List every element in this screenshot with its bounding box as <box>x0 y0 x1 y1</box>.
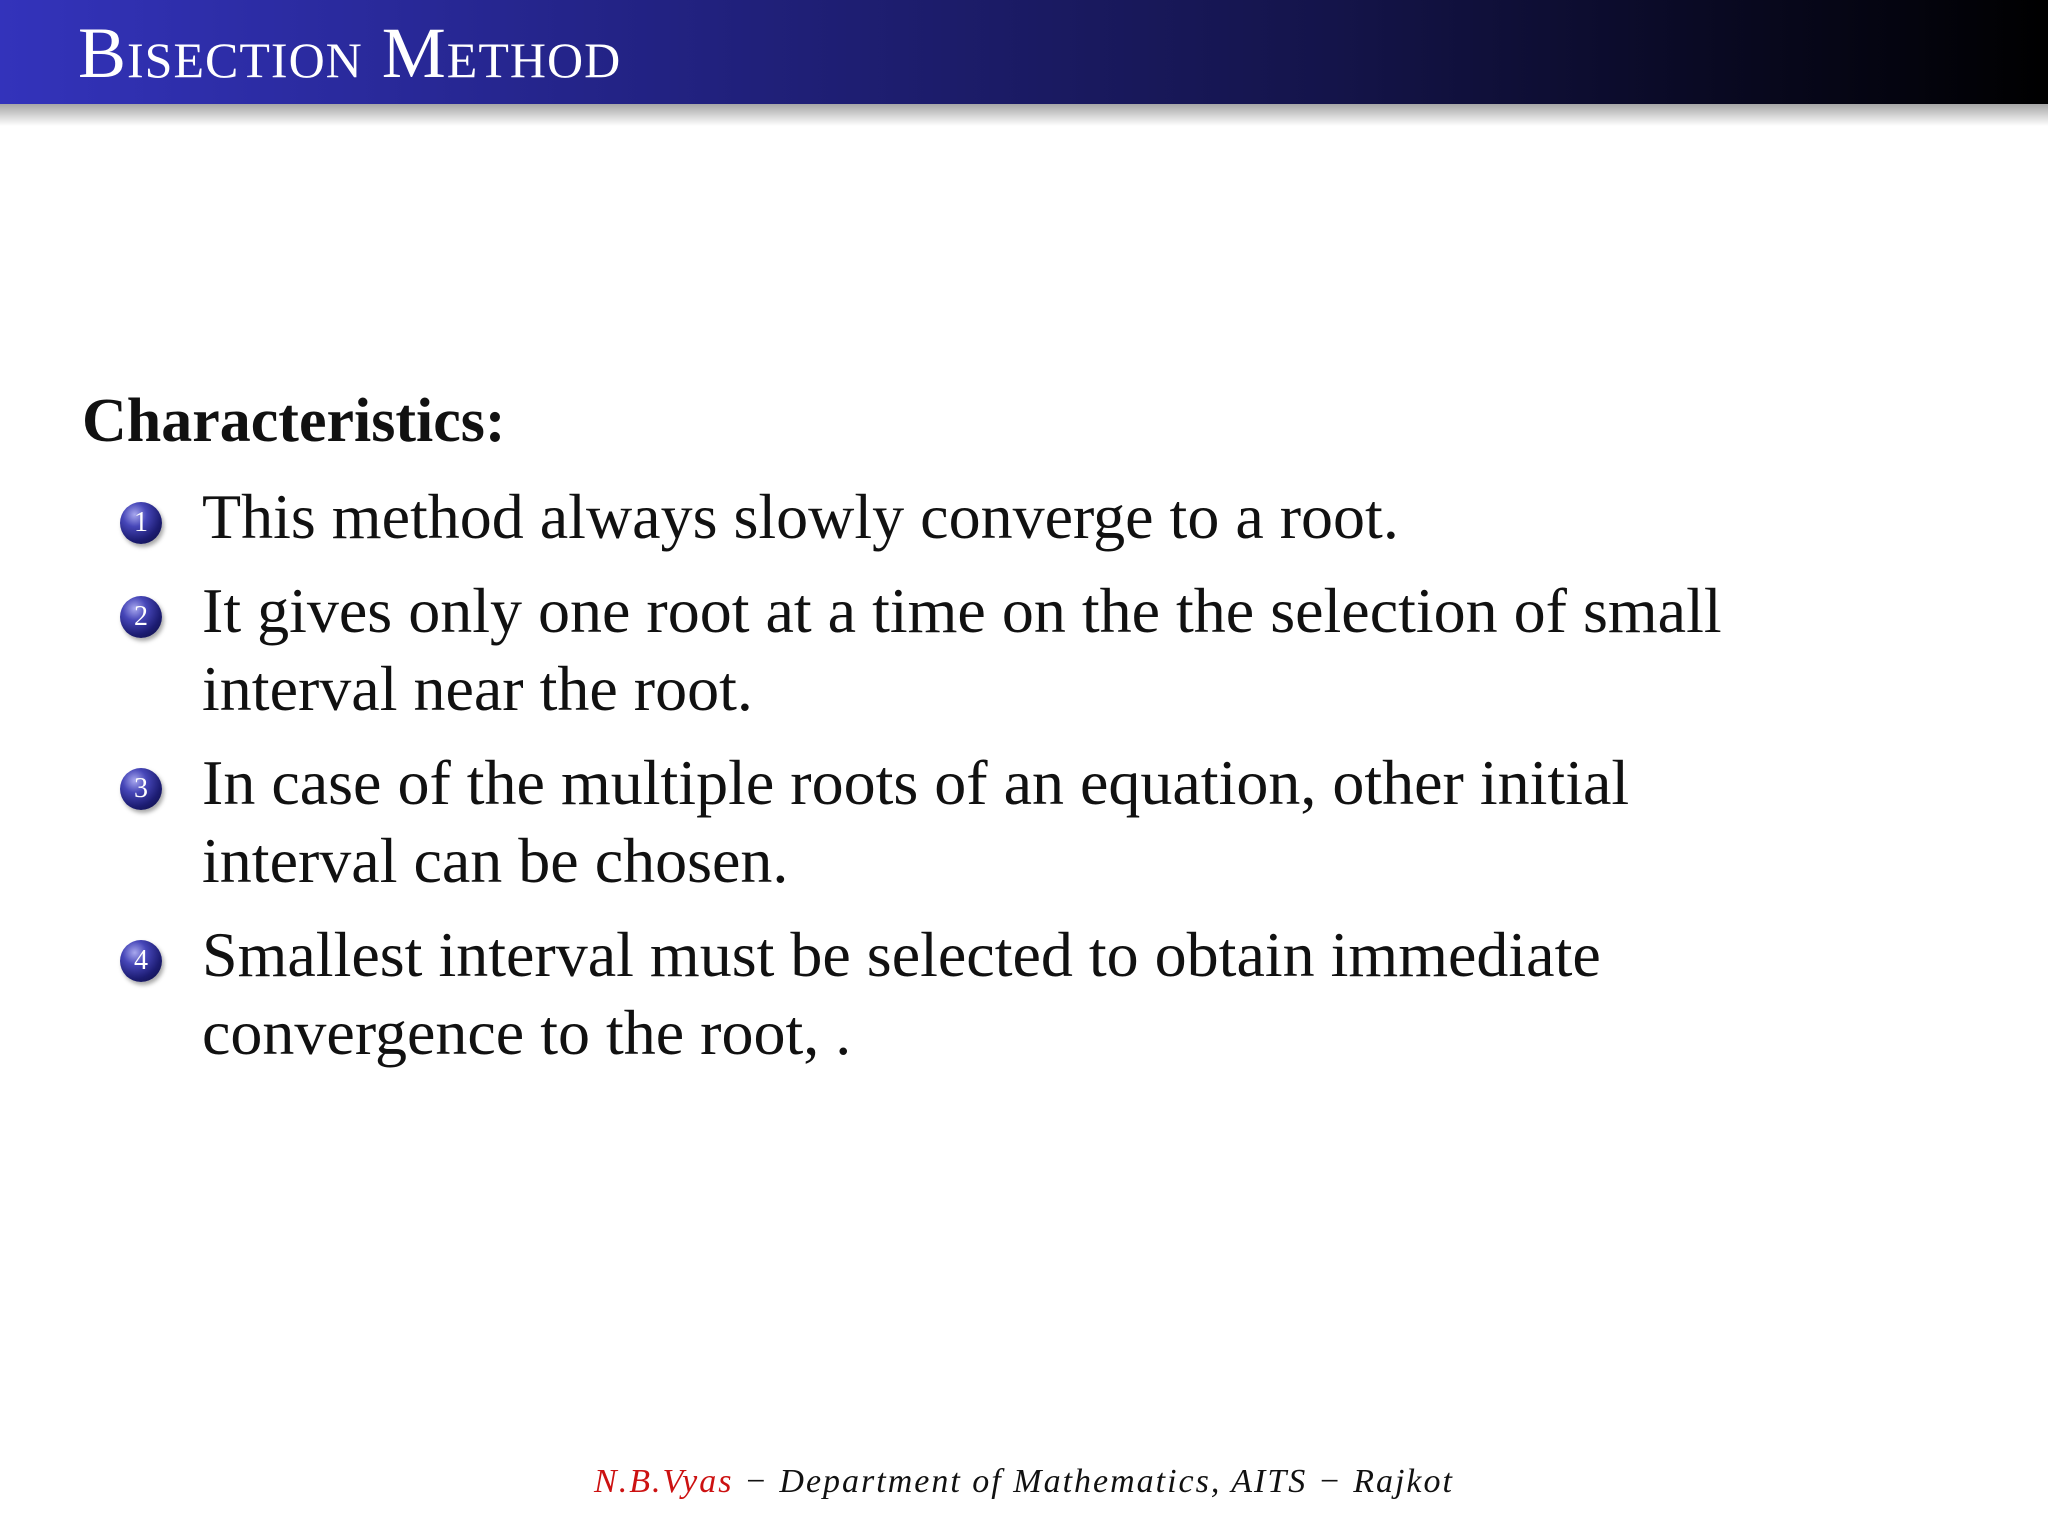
enumeration-ball-icon: 2 <box>120 596 162 638</box>
list-item-text: Smallest interval must be selected to obtain immediate <box>202 919 1601 990</box>
characteristics-heading: Characteristics: <box>82 387 506 455</box>
list-item-text: It gives only one root at a time on the the selection of small <box>202 575 1722 646</box>
enumeration-ball-icon: 3 <box>120 768 162 810</box>
slide-title: Bisection Method <box>78 13 622 93</box>
list-item-2 <box>116 572 2016 728</box>
list-item-text-continued: interval near the root. <box>202 653 753 724</box>
list-item-3 <box>116 744 2016 900</box>
list-item-text: This method always slowly converge to a root. <box>202 481 1399 552</box>
list-item-4 <box>116 916 2016 1072</box>
list-item-1 <box>116 478 2016 556</box>
list-item-text: In case of the multiple roots of an equation, other initial <box>202 747 1630 818</box>
frame-title-bar <box>0 0 2048 104</box>
footer-author: N.B.Vyas <box>594 1463 734 1500</box>
enumeration-ball-icon: 1 <box>120 502 162 544</box>
list-item-text-continued: convergence to the root, . <box>202 997 852 1068</box>
enumeration-ball-icon: 4 <box>120 940 162 982</box>
slide-footer <box>0 1460 2048 1504</box>
title-bar-shadow <box>0 104 2048 126</box>
footer-affiliation: − Department of Mathematics, AITS − Rajkot <box>733 1463 1454 1500</box>
list-item-text-continued: interval can be chosen. <box>202 825 789 896</box>
characteristics-list <box>116 478 2016 1088</box>
